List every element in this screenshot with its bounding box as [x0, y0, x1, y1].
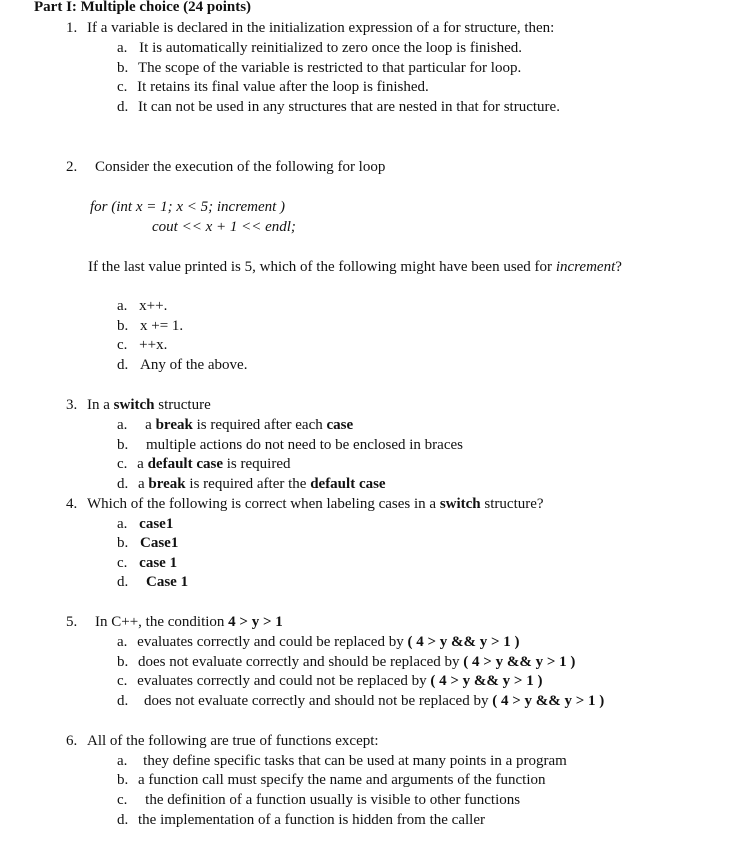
q2-option-c — [117, 335, 167, 355]
question-1 — [66, 18, 554, 38]
q4-option-a — [117, 514, 173, 534]
option-letter: a. — [117, 417, 128, 433]
q3-option-c — [117, 454, 290, 474]
q6-option-a — [117, 751, 567, 771]
option-letter: d. — [117, 574, 129, 590]
option-text: Case 1 — [146, 574, 189, 590]
option-letter: c. — [117, 673, 128, 689]
q6-option-b — [117, 770, 546, 790]
q2-option-d — [117, 355, 247, 375]
option-text: ++x. — [139, 337, 168, 353]
question-text: All of the following are true of functions except: — [87, 733, 379, 749]
code-line-1: for (int x = 1; x < 5; increment ) — [90, 199, 286, 215]
option-text: It can not be used in any structures that are nested in that for structure. — [138, 99, 560, 115]
question-3 — [66, 395, 211, 415]
question-text: If a variable is declared in the initialization expression of a for structure, then: — [87, 20, 555, 36]
code-line-2: cout << x + 1 << endl; — [152, 219, 296, 235]
option-letter: b. — [117, 318, 129, 334]
option-text: case1 — [139, 516, 174, 532]
q4-option-c — [117, 553, 177, 573]
option-letter: a. — [117, 753, 128, 769]
q1-option-c — [117, 77, 429, 97]
option-text: the implementation of a function is hidden from the caller — [138, 812, 485, 828]
question-5 — [66, 612, 283, 632]
option-letter: c. — [117, 79, 128, 95]
option-text: x += 1. — [140, 318, 184, 334]
q5-option-d — [117, 691, 604, 711]
question-number: 5. — [66, 614, 78, 630]
q4-option-d — [117, 572, 188, 592]
option-letter: b. — [117, 654, 129, 670]
q3-option-b — [117, 435, 463, 455]
option-letter: a. — [117, 634, 128, 650]
question-text: Consider the execution of the following for loop — [95, 159, 386, 175]
q2-prompt: If the last value printed is 5, which of the following might have been used for increment? — [88, 259, 622, 275]
option-text: x++. — [139, 298, 168, 314]
question-number: 6. — [66, 733, 78, 749]
option-letter: c. — [117, 456, 128, 472]
q6-option-d — [117, 810, 485, 830]
option-text: a break is required after each case — [145, 417, 354, 433]
question-number: 1. — [66, 20, 78, 36]
option-letter: a. — [117, 40, 128, 56]
option-text: a break is required after the default case — [138, 476, 386, 492]
q4-option-b — [117, 533, 178, 553]
option-text: the definition of a function usually is visible to other functions — [145, 792, 521, 808]
option-letter: b. — [117, 535, 129, 551]
option-text: does not evaluate correctly and should be replaced by ( 4 > y && y > 1 ) — [138, 654, 576, 670]
question-text: Which of the following is correct when labeling cases in a switch structure? — [87, 496, 544, 512]
option-letter: a. — [117, 298, 128, 314]
q3-option-a — [117, 415, 353, 435]
option-letter: a. — [117, 516, 128, 532]
option-letter: c. — [117, 337, 128, 353]
q1-option-a — [117, 38, 522, 58]
q5-option-a — [117, 632, 520, 652]
option-text: case 1 — [139, 555, 178, 571]
option-letter: c. — [117, 555, 128, 571]
option-text: Any of the above. — [140, 357, 248, 373]
q3-option-d — [117, 474, 386, 494]
question-number: 3. — [66, 397, 78, 413]
question-text: In C++, the condition 4 > y > 1 — [95, 614, 283, 630]
option-text: Case1 — [140, 535, 179, 551]
question-text: In a switch structure — [87, 397, 211, 413]
q5-option-b — [117, 652, 575, 672]
option-text: they define specific tasks that can be used at many points in a program — [143, 753, 567, 769]
question-2 — [66, 157, 385, 177]
option-letter: b. — [117, 60, 129, 76]
option-text: does not evaluate correctly and should not be replaced by ( 4 > y && y > 1 ) — [144, 693, 605, 709]
q2-option-b — [117, 316, 183, 336]
question-6 — [66, 731, 379, 751]
q1-option-b — [117, 58, 521, 78]
option-letter: d. — [117, 812, 129, 828]
question-number: 2. — [66, 159, 78, 175]
q5-option-c — [117, 671, 542, 691]
q6-option-c — [117, 790, 520, 810]
option-text: a default case is required — [137, 456, 291, 472]
option-letter: c. — [117, 792, 128, 808]
option-text: It retains its final value after the loop is finished. — [137, 79, 429, 95]
option-text: The scope of the variable is restricted to that particular for loop. — [138, 60, 522, 76]
option-text: a function call must specify the name and arguments of the function — [138, 772, 546, 788]
option-letter: b. — [117, 437, 129, 453]
q2-option-a — [117, 296, 167, 316]
option-letter: d. — [117, 99, 129, 115]
option-letter: b. — [117, 772, 129, 788]
q1-option-d — [117, 97, 560, 117]
option-text: evaluates correctly and could not be replaced by ( 4 > y && y > 1 ) — [137, 673, 543, 689]
option-text: It is automatically reinitialized to zero once the loop is finished. — [139, 40, 522, 56]
option-letter: d. — [117, 357, 129, 373]
option-text: evaluates correctly and could be replaced by ( 4 > y && y > 1 ) — [137, 634, 520, 650]
option-text: multiple actions do not need to be enclosed in braces — [146, 437, 463, 453]
option-letter: d. — [117, 476, 129, 492]
question-4 — [66, 494, 544, 514]
question-number: 4. — [66, 496, 78, 512]
part-title: Part I: Multiple choice (24 points) — [34, 0, 252, 15]
option-letter: d. — [117, 693, 129, 709]
